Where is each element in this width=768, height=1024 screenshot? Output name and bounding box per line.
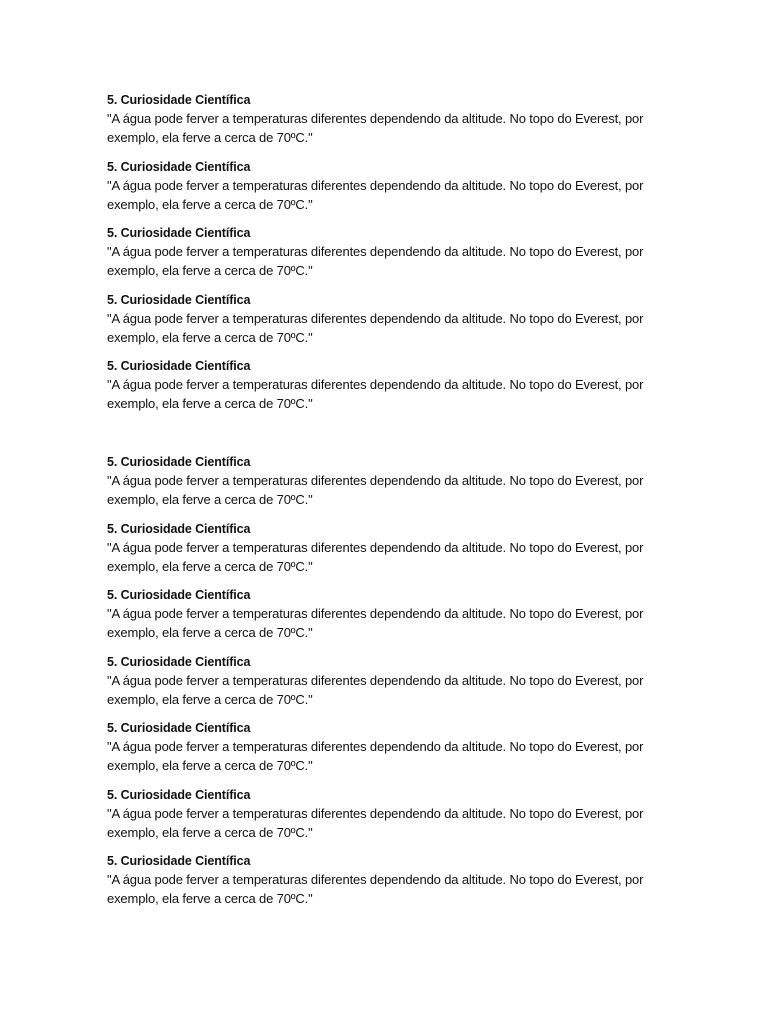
- entry-text: "A água pode ferver a temperaturas diferentes dependendo da altitude. No topo do Everest, por exemplo, ela ferve a cerca de 70ºC.": [107, 672, 644, 707]
- entry-title: 5. Curiosidade Científica: [107, 359, 251, 373]
- entry-text: "A água pode ferver a temperaturas diferentes dependendo da altitude. No topo do Everest, por exemplo, ela ferve a cerca de 70ºC.": [107, 473, 644, 507]
- entry-title: 5. Curiosidade Científica: [107, 721, 251, 735]
- entry: [107, 158, 667, 225]
- entry: [107, 291, 667, 358]
- entry-group-second: [107, 453, 667, 919]
- entry-text: "A água pode ferver a temperaturas diferentes dependendo da altitude. No topo do Everest, por exemplo, ela ferve a cerca de 70ºC.": [107, 177, 644, 212]
- entry: [107, 719, 667, 786]
- entry-text: "A água pode ferver a temperaturas diferentes dependendo da altitude. No topo do Everest, por exemplo, ela ferve a cerca de 70ºC.": [107, 244, 644, 278]
- entry-title: 5. Curiosidade Científica: [107, 93, 251, 107]
- entry-title: 5. Curiosidade Científica: [107, 787, 251, 802]
- entry-title: 5. Curiosidade Científica: [107, 521, 251, 536]
- entry: [107, 786, 667, 853]
- entry-title: 5. Curiosidade Científica: [107, 159, 251, 174]
- entry-title: 5. Curiosidade Científica: [107, 226, 251, 240]
- entry-text: "A água pode ferver a temperaturas diferentes dependendo da altitude. No topo do Everest, por exemplo, ela ferve a cerca de 70ºC.": [107, 606, 644, 640]
- entry-title: 5. Curiosidade Científica: [107, 854, 251, 868]
- entry: [107, 653, 667, 720]
- entry-text: "A água pode ferver a temperaturas diferentes dependendo da altitude. No topo do Everest, por exemplo, ela ferve a cerca de 70ºC.": [107, 739, 644, 773]
- entry: [107, 357, 667, 424]
- entry-text: "A água pode ferver a temperaturas diferentes dependendo da altitude. No topo do Everest, por exemplo, ela ferve a cerca de 70ºC.": [107, 539, 644, 574]
- entry-title: 5. Curiosidade Científica: [107, 654, 251, 669]
- entry-group-first: [107, 91, 667, 424]
- entry: [107, 520, 667, 587]
- entry: [107, 586, 667, 653]
- entry-text: "A água pode ferver a temperaturas diferentes dependendo da altitude. No topo do Everest, por exemplo, ela ferve a cerca de 70ºC.": [107, 872, 644, 906]
- entry-title: 5. Curiosidade Científica: [107, 588, 251, 602]
- entry: [107, 91, 667, 158]
- entry-title: 5. Curiosidade Científica: [107, 455, 251, 469]
- entry-text: "A água pode ferver a temperaturas diferentes dependendo da altitude. No topo do Everest, por exemplo, ela ferve a cerca de 70ºC.": [107, 310, 644, 345]
- entry: [107, 224, 667, 291]
- entry-text: "A água pode ferver a temperaturas diferentes dependendo da altitude. No topo do Everest, por exemplo, ela ferve a cerca de 70ºC.": [107, 805, 644, 840]
- entry: [107, 453, 667, 520]
- entry: [107, 852, 667, 919]
- entry-text: "A água pode ferver a temperaturas diferentes dependendo da altitude. No topo do Everest, por exemplo, ela ferve a cerca de 70ºC.": [107, 111, 644, 145]
- entry-text: "A água pode ferver a temperaturas diferentes dependendo da altitude. No topo do Everest, por exemplo, ela ferve a cerca de 70ºC.": [107, 377, 644, 411]
- entry-title: 5. Curiosidade Científica: [107, 292, 251, 307]
